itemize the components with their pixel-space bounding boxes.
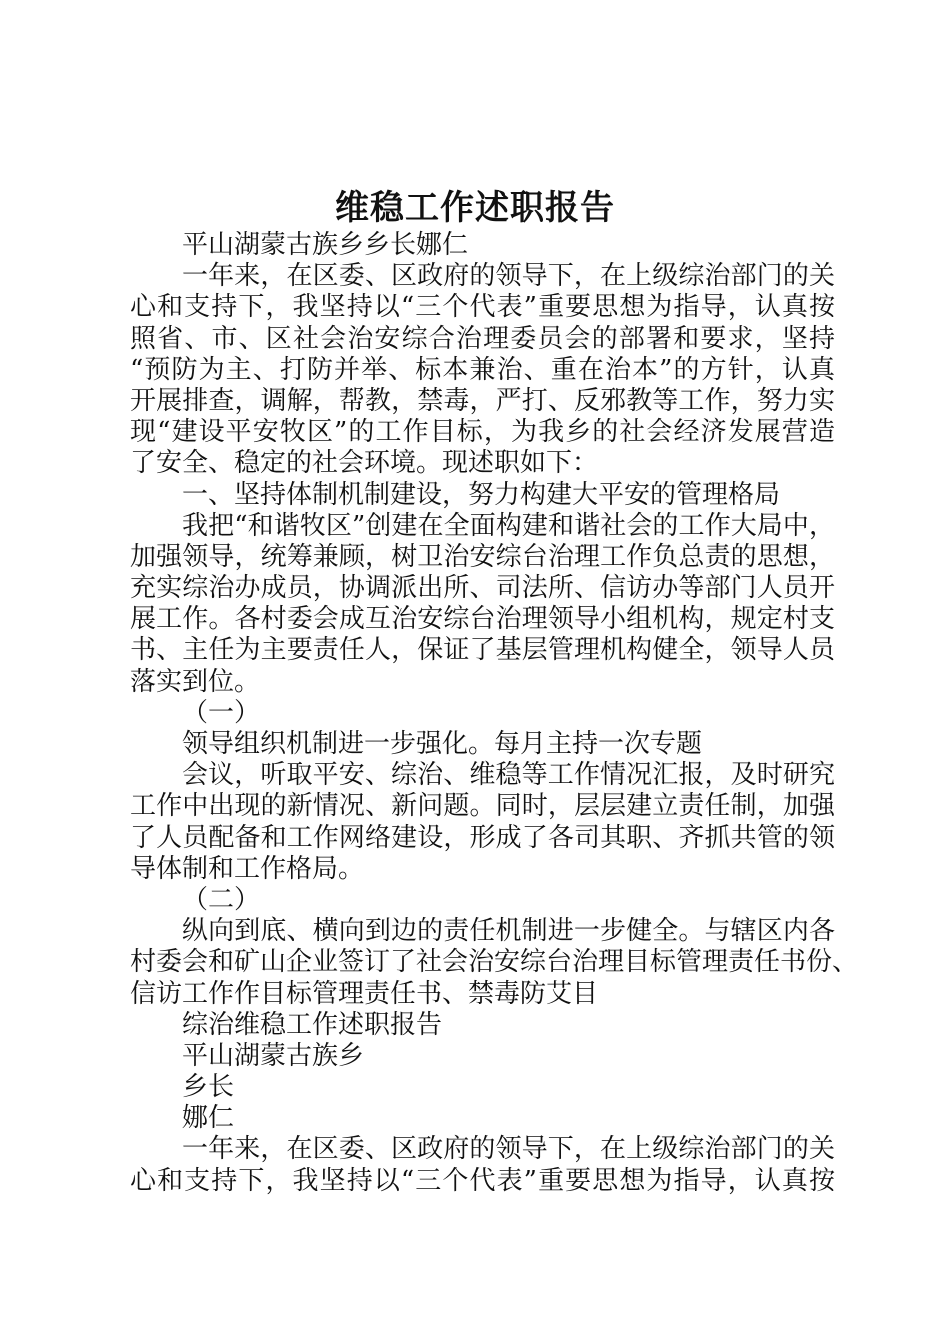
text-line: 一年来，在区委、区政府的领导下，在上级综治部门的关: [182, 1134, 835, 1165]
text-line: 照省、市、区社会治安综合治理委员会的部署和要求，坚持: [130, 323, 835, 354]
text-line: 平山湖蒙古族乡: [182, 1040, 365, 1071]
text-line: 导体制和工作格局。: [130, 853, 365, 884]
text-line: 娜仁: [182, 1103, 235, 1134]
text-line: 展工作。各村委会成互治安综台治理领导小组机构，规定村支: [130, 604, 835, 635]
text-line: 我把“和谐牧区”创建在全面构建和谐社会的工作大局中，: [182, 510, 835, 541]
text-line: 纵向到底、横向到边的责任机制进一步健全。与辖区内各: [182, 916, 835, 947]
text-line: 一、坚持体制机制建设，努力构建大平安的管理格局: [182, 479, 781, 510]
text-line: （一）: [182, 697, 261, 728]
document-title: 维稳工作述职报告: [335, 188, 615, 228]
text-line: 落实到位。: [130, 666, 261, 697]
text-line: 一年来，在区委、区政府的领导下，在上级综治部门的关: [182, 261, 835, 292]
text-line: “预防为主、打防并举、标本兼治、重在治本”的方针，认真: [130, 354, 835, 385]
text-line: 了安全、稳定的社会环境。现述职如下：: [130, 448, 599, 479]
text-line: 加强领导，统筹兼顾，树卫治安综台治理工作负总责的思想，: [130, 541, 835, 572]
text-line: 乡长: [182, 1072, 235, 1103]
text-line: 工作中出现的新情况、新问题。同时，层层建立责任制，加强: [130, 791, 835, 822]
text-line: 会议，听取平安、综治、维稳等工作情况汇报，及时研究: [182, 760, 835, 791]
text-line: 了人员配备和工作网络建设，形成了各司其职、齐抓共管的领: [130, 822, 835, 853]
text-line: 信访工作作目标管理责任书、禁毒防艾目: [130, 978, 599, 1009]
text-line: 村委会和矿山企业签订了社会治安综台治理目标管理责任书份、: [130, 947, 859, 978]
document-body: [130, 230, 859, 1197]
text-line: 心和支持下，我坚持以“三个代表”重要思想为指导，认真按: [130, 1165, 835, 1196]
text-line: 平山湖蒙古族乡乡长娜仁: [182, 230, 469, 260]
text-line: 综治维稳工作述职报告: [182, 1009, 443, 1040]
text-line: （二）: [182, 884, 261, 915]
text-line: 书、主任为主要责任人，保证了基层管理机构健全，领导人员: [130, 635, 835, 666]
text-line: 心和支持下，我坚持以“三个代表”重要思想为指导，认真按: [130, 292, 835, 323]
text-line: 领导组织机制进一步强化。每月主持一次专题: [182, 729, 703, 759]
text-line: 充实综治办成员，协调派出所、司法所、信访办等部门人员开: [130, 573, 835, 604]
text-line: 开展排查，调解，帮教，禁毒，严打、反邪教等工作，努力实: [130, 385, 835, 416]
text-line: 现“建设平安牧区”的工作目标，为我乡的社会经济发展营造: [130, 417, 835, 448]
